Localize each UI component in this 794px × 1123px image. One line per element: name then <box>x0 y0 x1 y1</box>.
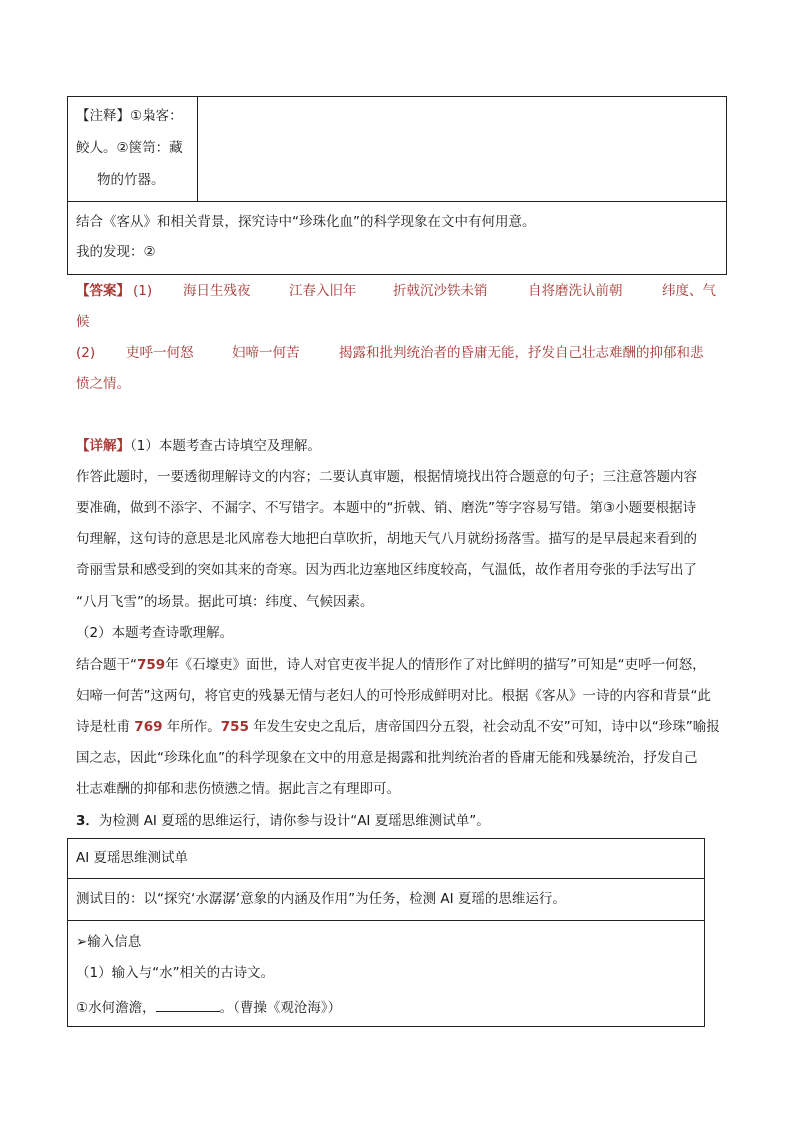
detail-line-6c: 年《石壕吏》面世，诗人对官吏夜半捉人的情形作了对比鲜明的描写”可知是“吏呼一何怒， <box>165 657 706 673</box>
detail-line-8c: 年所作。 <box>162 719 221 735</box>
answer-2-item-1: 吏呼一何怒 <box>126 345 194 361</box>
answer-1-num: (1) <box>133 283 153 299</box>
question-3 <box>76 815 490 829</box>
test-sheet-divider-1 <box>67 878 705 879</box>
detail-line-6 <box>76 659 706 673</box>
detail-line-1: 作答此题时，一要透彻理解诗文的内容；二要认真审题，根据情境找出符合题意的句子；三注意答题内容 <box>76 469 697 485</box>
answer-1-item-2: 江春入旧年 <box>289 283 357 299</box>
detail-line-8 <box>76 721 720 735</box>
input-item-2 <box>76 999 341 1016</box>
note-line-3: 物的竹器。 <box>97 172 165 188</box>
answer-1-wrap: 候 <box>76 314 90 330</box>
test-sheet-title: AI 夏瑶思维测试单 <box>76 850 189 866</box>
detail-line-4: 奇丽雪景和感受到的突如其来的奇寒。因为西北边塞地区纬度较高，气温低，故作者用夸张的手法写出了 <box>76 562 697 578</box>
answer-2-item-2: 妇啼一何苦 <box>232 345 300 361</box>
my-finding: 我的发现：② <box>76 244 156 260</box>
fill-blank <box>156 999 220 1012</box>
detail-line-6a: 结合题干“ <box>76 657 137 673</box>
question-3-text: 为检测 AI 夏瑶的思维运行，请你参与设计“AI 夏瑶思维测试单”。 <box>98 813 490 829</box>
detail-line-5: “八月飞雪”的场景。据此可填：纬度、气候因素。 <box>76 594 374 610</box>
note-table-col-divider <box>197 96 198 201</box>
answer-1-item-5: 纬度、气 <box>662 283 716 299</box>
detail-heading-2: （2）本题考查诗歌理解。 <box>76 625 234 641</box>
answer-2-item-3: 揭露和批判统治者的昏庸无能，抒发自己壮志难酬的抑郁和悲 <box>339 345 704 361</box>
answer-1-item-3: 折戟沉沙铁未销 <box>393 283 488 299</box>
test-sheet-divider-2 <box>67 920 705 921</box>
note-line-2: 鲛人。②箧笥：藏 <box>76 140 183 156</box>
detail-line-8e: 年发生安史之乱后，唐帝国四分五裂，社会动乱不安”可知，诗中以“珍珠”喻报 <box>248 719 720 735</box>
year-759: 759 <box>137 657 166 673</box>
answer-1-item-4: 自将磨洗认前朝 <box>528 283 623 299</box>
detail-head-1: （1）本题考查古诗填空及理解。 <box>130 438 321 454</box>
detail-line-3: 句理解，这句诗的意思是北风席卷大地把白草吹折，胡地天气八月就纷扬落雪。描写的是早晨起来看到的 <box>76 531 697 547</box>
input-heading: ➢输入信息 <box>76 934 142 950</box>
detail-line-10: 壮志难酬的抑郁和悲伤愤懑之情。据此言之有理即可。 <box>76 781 400 797</box>
detail-line-9: 国之志，因此“珍珠化血”的科学现象在文中的用意是揭露和批判统治者的昏庸无能和残暴统治，抒发自己 <box>76 750 698 766</box>
detail-line-7: 妇啼一何苦”这两句，将官吏的残暴无情与老妇人的可怜形成鲜明对比。根据《客从》一诗的内容和背景“此 <box>76 688 711 704</box>
question-text: 结合《客从》和相关背景，探究诗中“珍珠化血”的科学现象在文中有何用意。 <box>76 214 536 230</box>
answer-2-num: (2) <box>76 345 96 361</box>
test-purpose: 测试目的：以“探究‘水潺潺’意象的内涵及作用”为任务，检测 AI 夏瑶的思维运行。 <box>76 891 566 907</box>
year-769: 769 <box>134 719 163 735</box>
note-line-1: 【注释】①枭客： <box>76 108 183 124</box>
question-3-number: 3． <box>76 813 99 829</box>
detail-line-2: 要准确，做到不添字、不漏字、不写错字。本题中的“折戟、销、磨洗”等字容易写错。第③小题要根据诗 <box>76 500 697 516</box>
answer-label: 【答案】 <box>76 283 130 299</box>
input-item-1: （1）输入与“水”相关的古诗文。 <box>76 965 275 981</box>
answer-2-wrap: 愤之情。 <box>76 376 130 392</box>
answer-1-item-1: 海日生残夜 <box>183 283 251 299</box>
detail-heading-1 <box>76 440 321 454</box>
note-table-row-divider <box>67 201 727 202</box>
detail-label: 【详解】 <box>76 438 130 454</box>
input-item-2-end: 。（曹操《观沧海》） <box>219 1000 342 1016</box>
input-item-2-start: ①水何澹澹， <box>76 1000 156 1016</box>
year-755: 755 <box>220 719 249 735</box>
detail-line-8a: 诗是杜甫 <box>76 719 135 735</box>
